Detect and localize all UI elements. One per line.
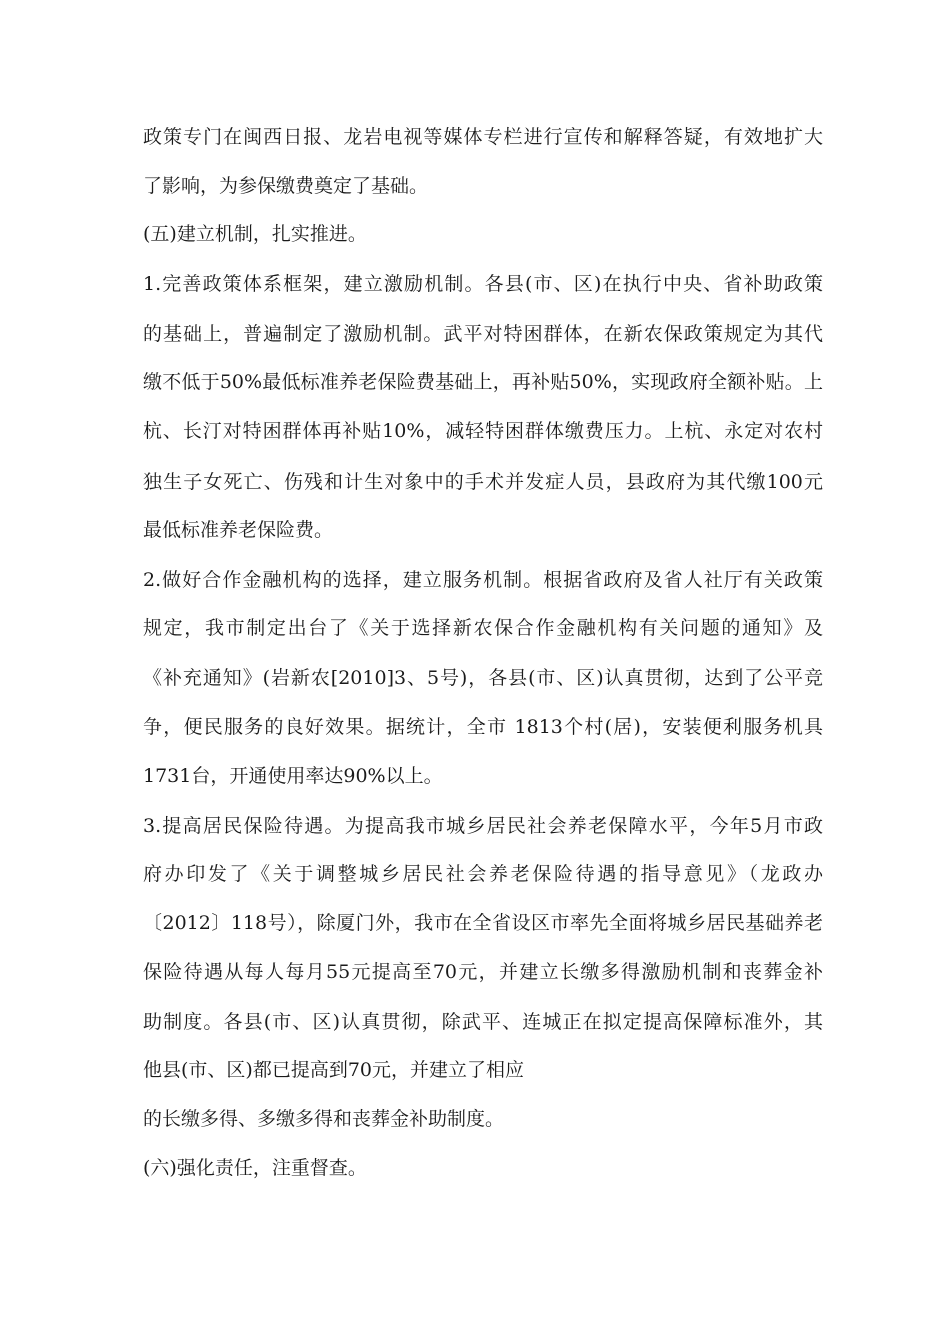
section-heading-6: (六)强化责任，注重督查。 <box>143 1157 367 1179</box>
text-line-16: 府办印发了《关于调整城乡居民社会养老保险待遇的指导意见》（龙政办 <box>143 863 823 885</box>
text-line-12: 《补充通知》(岩新农[2010]3、5号)，各县(市、区)认真贯彻，达到了公平竞 <box>143 667 823 689</box>
text-line-21: 的长缴多得、多缴多得和丧葬金补助制度。 <box>143 1108 505 1130</box>
text-line-14: 1731台，开通使用率达90%以上。 <box>143 765 443 787</box>
text-line-9: 最低标准养老保险费。 <box>143 519 334 541</box>
text-line-8: 独生子女死亡、伤残和计生对象中的手术并发症人员，县政府为其代缴100元 <box>143 471 823 493</box>
text-line-7: 杭、长汀对特困群体再补贴10%，减轻特困群体缴费压力。上杭、永定对农村 <box>143 420 823 442</box>
text-line-20: 他县(市、区)都已提高到70元，并建立了相应 <box>143 1059 525 1081</box>
text-line-15: 3.提高居民保险待遇。为提高我市城乡居民社会养老保障水平，今年5月市政 <box>143 815 823 837</box>
section-heading-5: (五)建立机制，扎实推进。 <box>143 223 367 245</box>
text-line-1: 政策专门在闽西日报、龙岩电视等媒体专栏进行宣传和解释答疑，有效地扩大 <box>143 126 823 148</box>
text-line-2: 了影响，为参保缴费奠定了基础。 <box>143 175 429 197</box>
text-line-4: 1.完善政策体系框架，建立激励机制。各县(市、区)在执行中央、省补助政策 <box>143 273 823 295</box>
text-line-10: 2.做好合作金融机构的选择，建立服务机制。根据省政府及省人社厅有关政策 <box>143 569 823 591</box>
text-line-19: 助制度。各县(市、区)认真贯彻，除武平、连城正在拟定提高保障标准外，其 <box>143 1011 823 1033</box>
text-line-18: 保险待遇从每人每月55元提高至70元，并建立长缴多得激励机制和丧葬金补 <box>143 961 823 983</box>
text-line-11: 规定，我市制定出台了《关于选择新农保合作金融机构有关问题的通知》及 <box>143 617 823 639</box>
text-line-6: 缴不低于50%最低标准养老保险费基础上，再补贴50%，实现政府全额补贴。上 <box>143 371 823 393</box>
text-line-17: 〔2012〕118号），除厦门外，我市在全省设区市率先全面将城乡居民基础养老 <box>143 912 823 934</box>
text-line-5: 的基础上，普遍制定了激励机制。武平对特困群体，在新农保政策规定为其代 <box>143 323 823 345</box>
text-line-13: 争，便民服务的良好效果。据统计，全市 1813个村(居)，安装便利服务机具 <box>143 716 823 738</box>
